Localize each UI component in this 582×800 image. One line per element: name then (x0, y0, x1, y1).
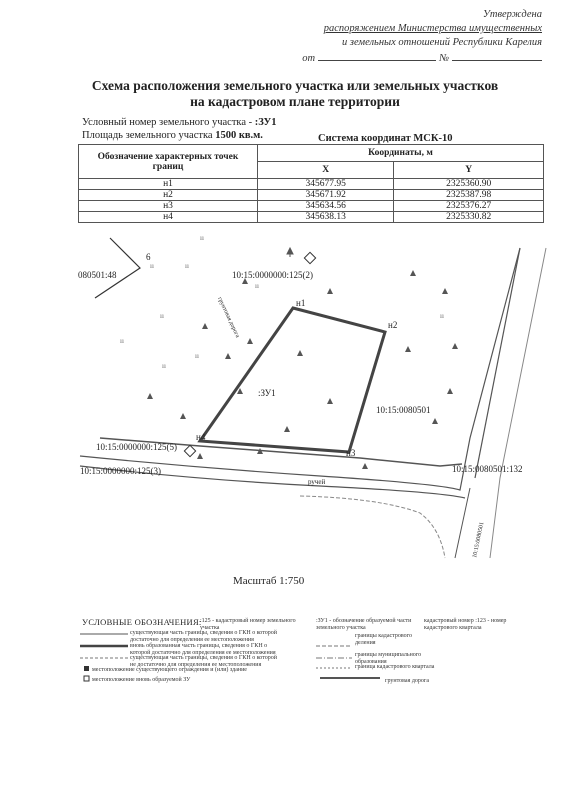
parcel-zu1-boundary (200, 308, 385, 452)
parcel-area-value: 1500 кв.м. (215, 130, 263, 141)
svg-text:ıı: ıı (195, 352, 199, 360)
table-row (79, 179, 544, 190)
quarter-border-right (475, 248, 520, 478)
title-line-2: на кадастровом плане территории (190, 94, 400, 109)
table-row (79, 190, 544, 201)
date-blank (318, 50, 436, 61)
map-label-zu1: :ЗУ1 (258, 388, 276, 398)
svg-text:ıı: ıı (160, 312, 164, 320)
y-cell: 2325387.98 (394, 190, 544, 201)
map-label-n3: н3 (346, 448, 356, 458)
cadastral-map (0, 228, 582, 568)
title-line-1: Схема расположения земельного участка или земельных участков (91, 78, 499, 93)
legend-item: :125 - кадастровый номер земельного участка (200, 618, 296, 631)
x-cell: 345638.13 (258, 212, 394, 223)
road-vertical (455, 488, 470, 558)
legend-title: УСЛОВНЫЕ ОБОЗНАЧЕНИЯ: (82, 617, 202, 627)
coordinates-table (78, 144, 544, 223)
legend-item: местоположение существующего ограждения и (или) здание (92, 667, 247, 673)
y-cell: 2325360.90 (394, 179, 544, 190)
map-label-n2: н2 (388, 320, 398, 330)
legend-item: границы муниципального образования (355, 652, 422, 665)
parcel-area-label: Площадь земельного участка (82, 130, 216, 141)
svg-text:ıı: ıı (120, 337, 124, 345)
marker-symbol-2 (184, 445, 195, 456)
map-scale: Масштаб 1:750 (233, 575, 305, 587)
y-cell: 2325376.27 (394, 201, 544, 212)
y-cell: 2325330.82 (394, 212, 544, 223)
table-row (79, 201, 544, 212)
map-label-080501-48: 080501:48 (78, 270, 117, 280)
number-blank (452, 50, 542, 61)
svg-text:ıı: ıı (150, 262, 154, 270)
grass-symbols (120, 234, 444, 370)
map-label-125-2: 10:15:0000000:125(2) (232, 270, 313, 280)
x-cell: 345677.95 (258, 179, 394, 190)
legend-item: :ЗУ1 - обозначение образуемой части земельного участка (316, 618, 412, 631)
point-cell: н3 (79, 201, 258, 212)
legend-item: кадастровый номер :123 - номер кадастрового квартала (424, 618, 507, 631)
map-label-n1: н1 (296, 298, 306, 308)
header-coords: Координаты, м (258, 145, 544, 162)
svg-text:ıı: ıı (200, 234, 204, 242)
road-right-edge (490, 248, 546, 558)
point-cell: н2 (79, 190, 258, 201)
legend-item: существующая часть границы, сведения о ГКН о которой не достаточно для определения ее местоположения (130, 655, 277, 668)
table-row (79, 212, 544, 223)
point-cell: н1 (79, 179, 258, 190)
svg-text:ıı: ıı (440, 312, 444, 320)
legend-item: существующая часть границы, сведения о ГКН о которой достаточно для определения ее местоположения (130, 630, 277, 643)
legend-item: граница кадастрового квартала (355, 664, 435, 670)
parcel-number-value: :ЗУ1 (254, 117, 277, 128)
header-y: Y (394, 162, 544, 179)
stream-line (300, 496, 445, 558)
tree-symbols (147, 248, 458, 469)
header-points: Обозначение характерных точек границ (79, 145, 258, 179)
map-label-6: 6 (146, 252, 151, 262)
approval-line-3: и земельных отношений Республики Карелия (342, 37, 542, 48)
header-x: X (258, 162, 394, 179)
x-cell: 345671.92 (258, 190, 394, 201)
parcel-area (82, 130, 263, 141)
legend-item: местоположение вновь образуемой ЗУ (92, 677, 191, 683)
neighbor-parcel-boundary (95, 238, 140, 298)
approval-line-2: распоряжением Министерства имущественных (323, 23, 542, 34)
marker-symbol (304, 252, 315, 263)
point-cell: н4 (79, 212, 258, 223)
approval-title: Утверждена (482, 9, 542, 20)
document-title (60, 78, 530, 110)
map-label-132: 10:15:0080501:132 (452, 464, 523, 474)
approval-date-line (282, 50, 542, 66)
legend-item: границы кадастрового деления (355, 633, 412, 646)
coordinate-system: Система координат МСК-10 (318, 133, 453, 144)
x-cell: 345634.56 (258, 201, 394, 212)
svg-text:ıı: ıı (255, 282, 259, 290)
map-label-n4: н4 (196, 432, 206, 442)
parcel-number-label: Условный номер земельного участка - (82, 117, 255, 128)
approval-number-label: № (439, 53, 449, 64)
approval-from-label: от (302, 53, 316, 64)
approval-block (282, 8, 542, 66)
svg-text:ıı: ıı (162, 362, 166, 370)
svg-text:ıı: ıı (185, 262, 189, 270)
map-label-125-3: 10:15:0000000:125(3) (80, 466, 161, 476)
legend-item: грунтовая дорога (385, 678, 429, 684)
map-label-125-5: 10:15:0000000:125(5) (96, 442, 177, 452)
legend-item: вновь образованная часть границы, сведения о ГКН о которой достаточно для определения ее местоположения (130, 643, 276, 656)
map-label-forest-road: грунтовая дорога (216, 296, 241, 339)
map-label-quarter: 10:15:0080501 (376, 405, 431, 415)
map-label-road: ручей (308, 478, 326, 486)
parcel-number (82, 117, 277, 128)
map-label-road-vertical: 10:15:0080501 (472, 521, 486, 559)
